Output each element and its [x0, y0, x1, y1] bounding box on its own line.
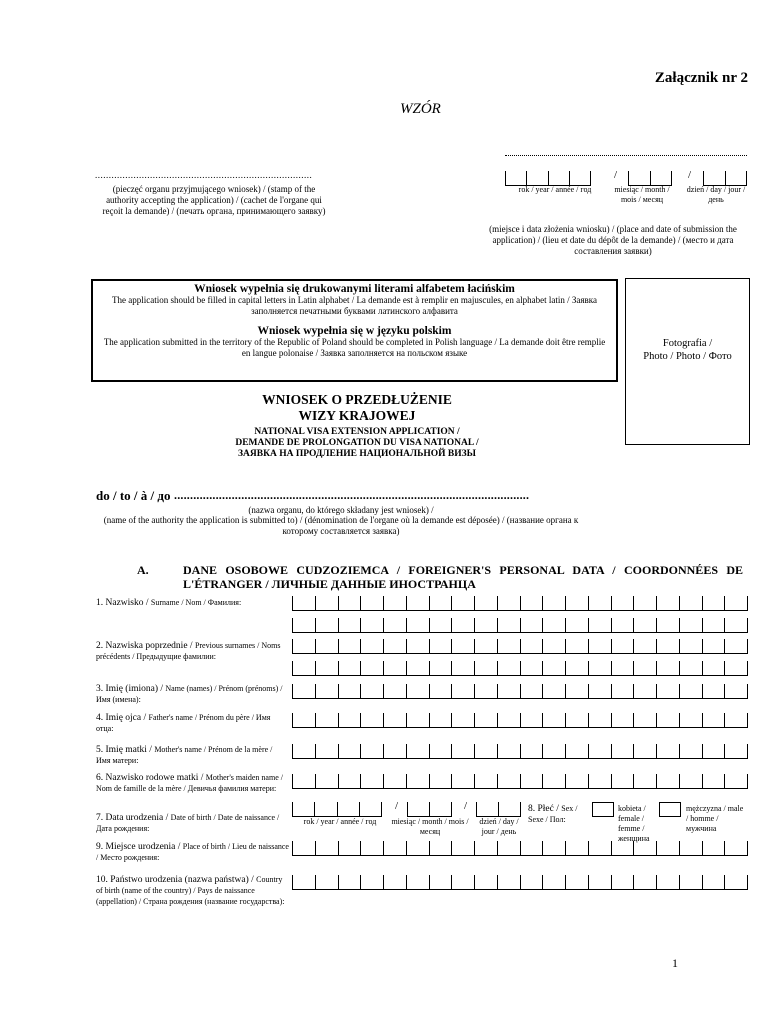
field-sex-rest: Sex / Sexe / Пол: [528, 804, 578, 824]
form-title-fr: DEMANDE DE PROLONGATION DU VISA NATIONAL / [235, 438, 479, 448]
stamp-dotted-line: ............................................................................... [95, 170, 313, 180]
stamp-caption: (pieczęć organu przyjmującego wniosek) / (stamp of the authority accepting the application) / (cachet de l'organe qui reçoit la demande) / (печать органа, принимающего заявку) [102, 184, 326, 216]
field-date-of-birth-rest: Date of birth / Date de naissance / Дата рождения: [96, 813, 280, 833]
field-mother-maiden-name-label [96, 773, 290, 795]
instruction-text-latin: The application should be filled in capital letters in Latin alphabet / La demande est à remplir en majuscules, en alphabet latin / Заявка заполняется печатными буквами латинского алфавита [112, 295, 597, 316]
place-date-dotted-line [505, 155, 747, 156]
date-separator: / [614, 169, 618, 181]
form-title-ru: ЗАЯВКА НА ПРОДЛЕНИЕ НАЦИОНАЛЬНОЙ ВИЗЫ [238, 449, 476, 459]
field-previous-surnames-pl: 2. Nazwiska poprzednie / [96, 641, 195, 651]
photo-box[interactable] [625, 278, 750, 445]
field-date-of-birth-pl: 7. Data urodzenia / [96, 813, 171, 823]
year-label: rok / year / année / год [518, 185, 592, 194]
field-father-name-rest: Father's name / Prénom du père / Имя отца: [96, 713, 271, 733]
instruction-title-latin: Wniosek wypełnia się drukowanymi literami alfabetem łacińskim [194, 283, 515, 295]
page-number: 1 [672, 956, 678, 970]
field-previous-surnames-label [96, 641, 286, 663]
month-label: miesiąc / month / mois / месяц [614, 185, 670, 204]
field-previous-surnames-rest: Previous surnames / Noms précédents / Предыдущие фамилии: [96, 641, 281, 661]
country-of-birth-cells[interactable] [292, 875, 748, 890]
template-mark: WZÓR [400, 101, 441, 117]
submission-year-cells[interactable] [505, 171, 591, 186]
submission-day-cells[interactable] [703, 171, 747, 186]
attachment-number: Załącznik nr 2 [654, 70, 748, 86]
field-mother-name-pl: 5. Imię matki / [96, 745, 155, 755]
field-names-label [96, 684, 286, 706]
female-label: kobieta / female / femme / женщина [618, 804, 650, 843]
addressee-label: do / to / à / до [96, 488, 171, 503]
male-checkbox[interactable] [659, 802, 681, 817]
date-separator: / [395, 800, 399, 812]
field-place-of-birth-label [96, 842, 290, 864]
form-title-en: NATIONAL VISA EXTENSION APPLICATION / [254, 427, 460, 437]
field-mother-name-label [96, 745, 286, 767]
photo-label [626, 337, 749, 363]
section-a-title: DANE OSOBOWE CUDZOZIEMCA / FOREIGNER'S PERSONAL DATA / COORDONNÉES DE L'ÉTRANGER / ЛИЧНЫЕ ДАННЫЕ ИНОСТРАНЦА [183, 563, 743, 591]
field-sex-label [528, 804, 588, 826]
previous-surnames-cells-row1[interactable] [292, 639, 748, 654]
previous-surnames-cells-row2[interactable] [292, 661, 748, 676]
birth-day-label: dzień / day / jour / день [479, 817, 519, 836]
field-names-pl: 3. Imię (imiona) / [96, 684, 166, 694]
names-cells[interactable] [292, 684, 748, 699]
section-a-letter: A. [137, 563, 149, 577]
date-separator: / [464, 800, 468, 812]
male-label: mężczyzna / male / homme / мужчина [686, 804, 744, 833]
photo-label-line2: Photo / Photo / Фото [643, 351, 732, 362]
birth-month-label: miesiąc / month / mois / месяц [391, 817, 469, 836]
field-surname-label-rest: Surname / Nom / Фамилия: [150, 598, 242, 607]
field-place-of-birth-rest: Place of birth / Lieu de naissance / Место рождения: [96, 842, 289, 862]
field-father-name-pl: 4. Imię ojca / [96, 713, 149, 723]
birth-day-cells[interactable] [476, 802, 521, 817]
field-country-of-birth-label [96, 875, 290, 908]
surname-cells-row1[interactable] [292, 596, 748, 611]
date-separator: / [688, 169, 692, 181]
photo-label-line1: Fotografia / [662, 338, 713, 349]
father-name-cells[interactable] [292, 713, 748, 728]
addressee-dotted-line[interactable]: ............................................................................................................... [174, 488, 530, 502]
surname-cells-row2[interactable] [292, 618, 748, 633]
field-surname-label-pl: 1. Nazwisko / [96, 598, 151, 608]
field-mother-name-rest: Mother's name / Prénom de la mère / Имя матери: [96, 745, 273, 765]
form-title-pl-2: WIZY KRAJOWEJ [298, 408, 416, 423]
field-surname-label [96, 598, 286, 609]
instruction-text-polish: The application submitted in the territory of the Republic of Poland should be completed in Polish language / La demande doit être remplie en langue polonaise / Заявка заполняется на польском языке [103, 337, 606, 358]
mother-maiden-name-cells[interactable] [292, 774, 748, 789]
instructions-box [91, 279, 618, 382]
place-of-birth-cells[interactable] [292, 841, 748, 856]
form-title-pl-1: WNIOSEK O PRZEDŁUŻENIE [262, 392, 452, 407]
field-country-of-birth-pl: 10. Państwo urodzenia (nazwa państwa) / [96, 875, 257, 885]
form-title [150, 392, 564, 460]
field-country-of-birth-rest: Country of birth (name of the country) / Pays de naissance (appellation) / Страна рождения (название государства): [96, 875, 285, 906]
field-date-of-birth-label [96, 813, 290, 835]
addressee-caption-1: (nazwa organu, do którego składany jest wniosek) / [248, 505, 434, 515]
submission-month-cells[interactable] [628, 171, 672, 186]
place-date-caption: (miejsce i data złożenia wniosku) / (place and date of submission the application) / (lieu et date du dépôt de la demande) / (место и дата составления заявки) [489, 224, 737, 256]
female-checkbox[interactable] [592, 802, 614, 817]
day-label: dzień / day / jour / день [686, 185, 746, 204]
field-place-of-birth-pl: 9. Miejsce urodzenia / [96, 842, 183, 852]
birth-year-label: rok / year / année / год [303, 817, 377, 826]
instruction-title-polish: Wniosek wypełnia się w języku polskim [257, 325, 452, 337]
addressee-caption-2: (name of the authority the application is submitted to) / (dénomination de l'organe où la demande est déposée) / (название органа к которому составляется заявка) [103, 515, 579, 536]
birth-year-cells[interactable] [292, 802, 382, 817]
field-names-rest: Name (names) / Prénom (prénoms) / Имя (имена): [96, 684, 283, 704]
birth-month-cells[interactable] [407, 802, 452, 817]
field-father-name-label [96, 713, 286, 735]
field-mother-maiden-name-rest: Mother's maiden name / Nom de famille de la mère / Девичья фамилия матери: [96, 773, 283, 793]
field-sex-pl: 8. Płeć / [528, 804, 562, 814]
mother-name-cells[interactable] [292, 744, 748, 759]
field-mother-maiden-name-pl: 6. Nazwisko rodowe matki / [96, 773, 206, 783]
